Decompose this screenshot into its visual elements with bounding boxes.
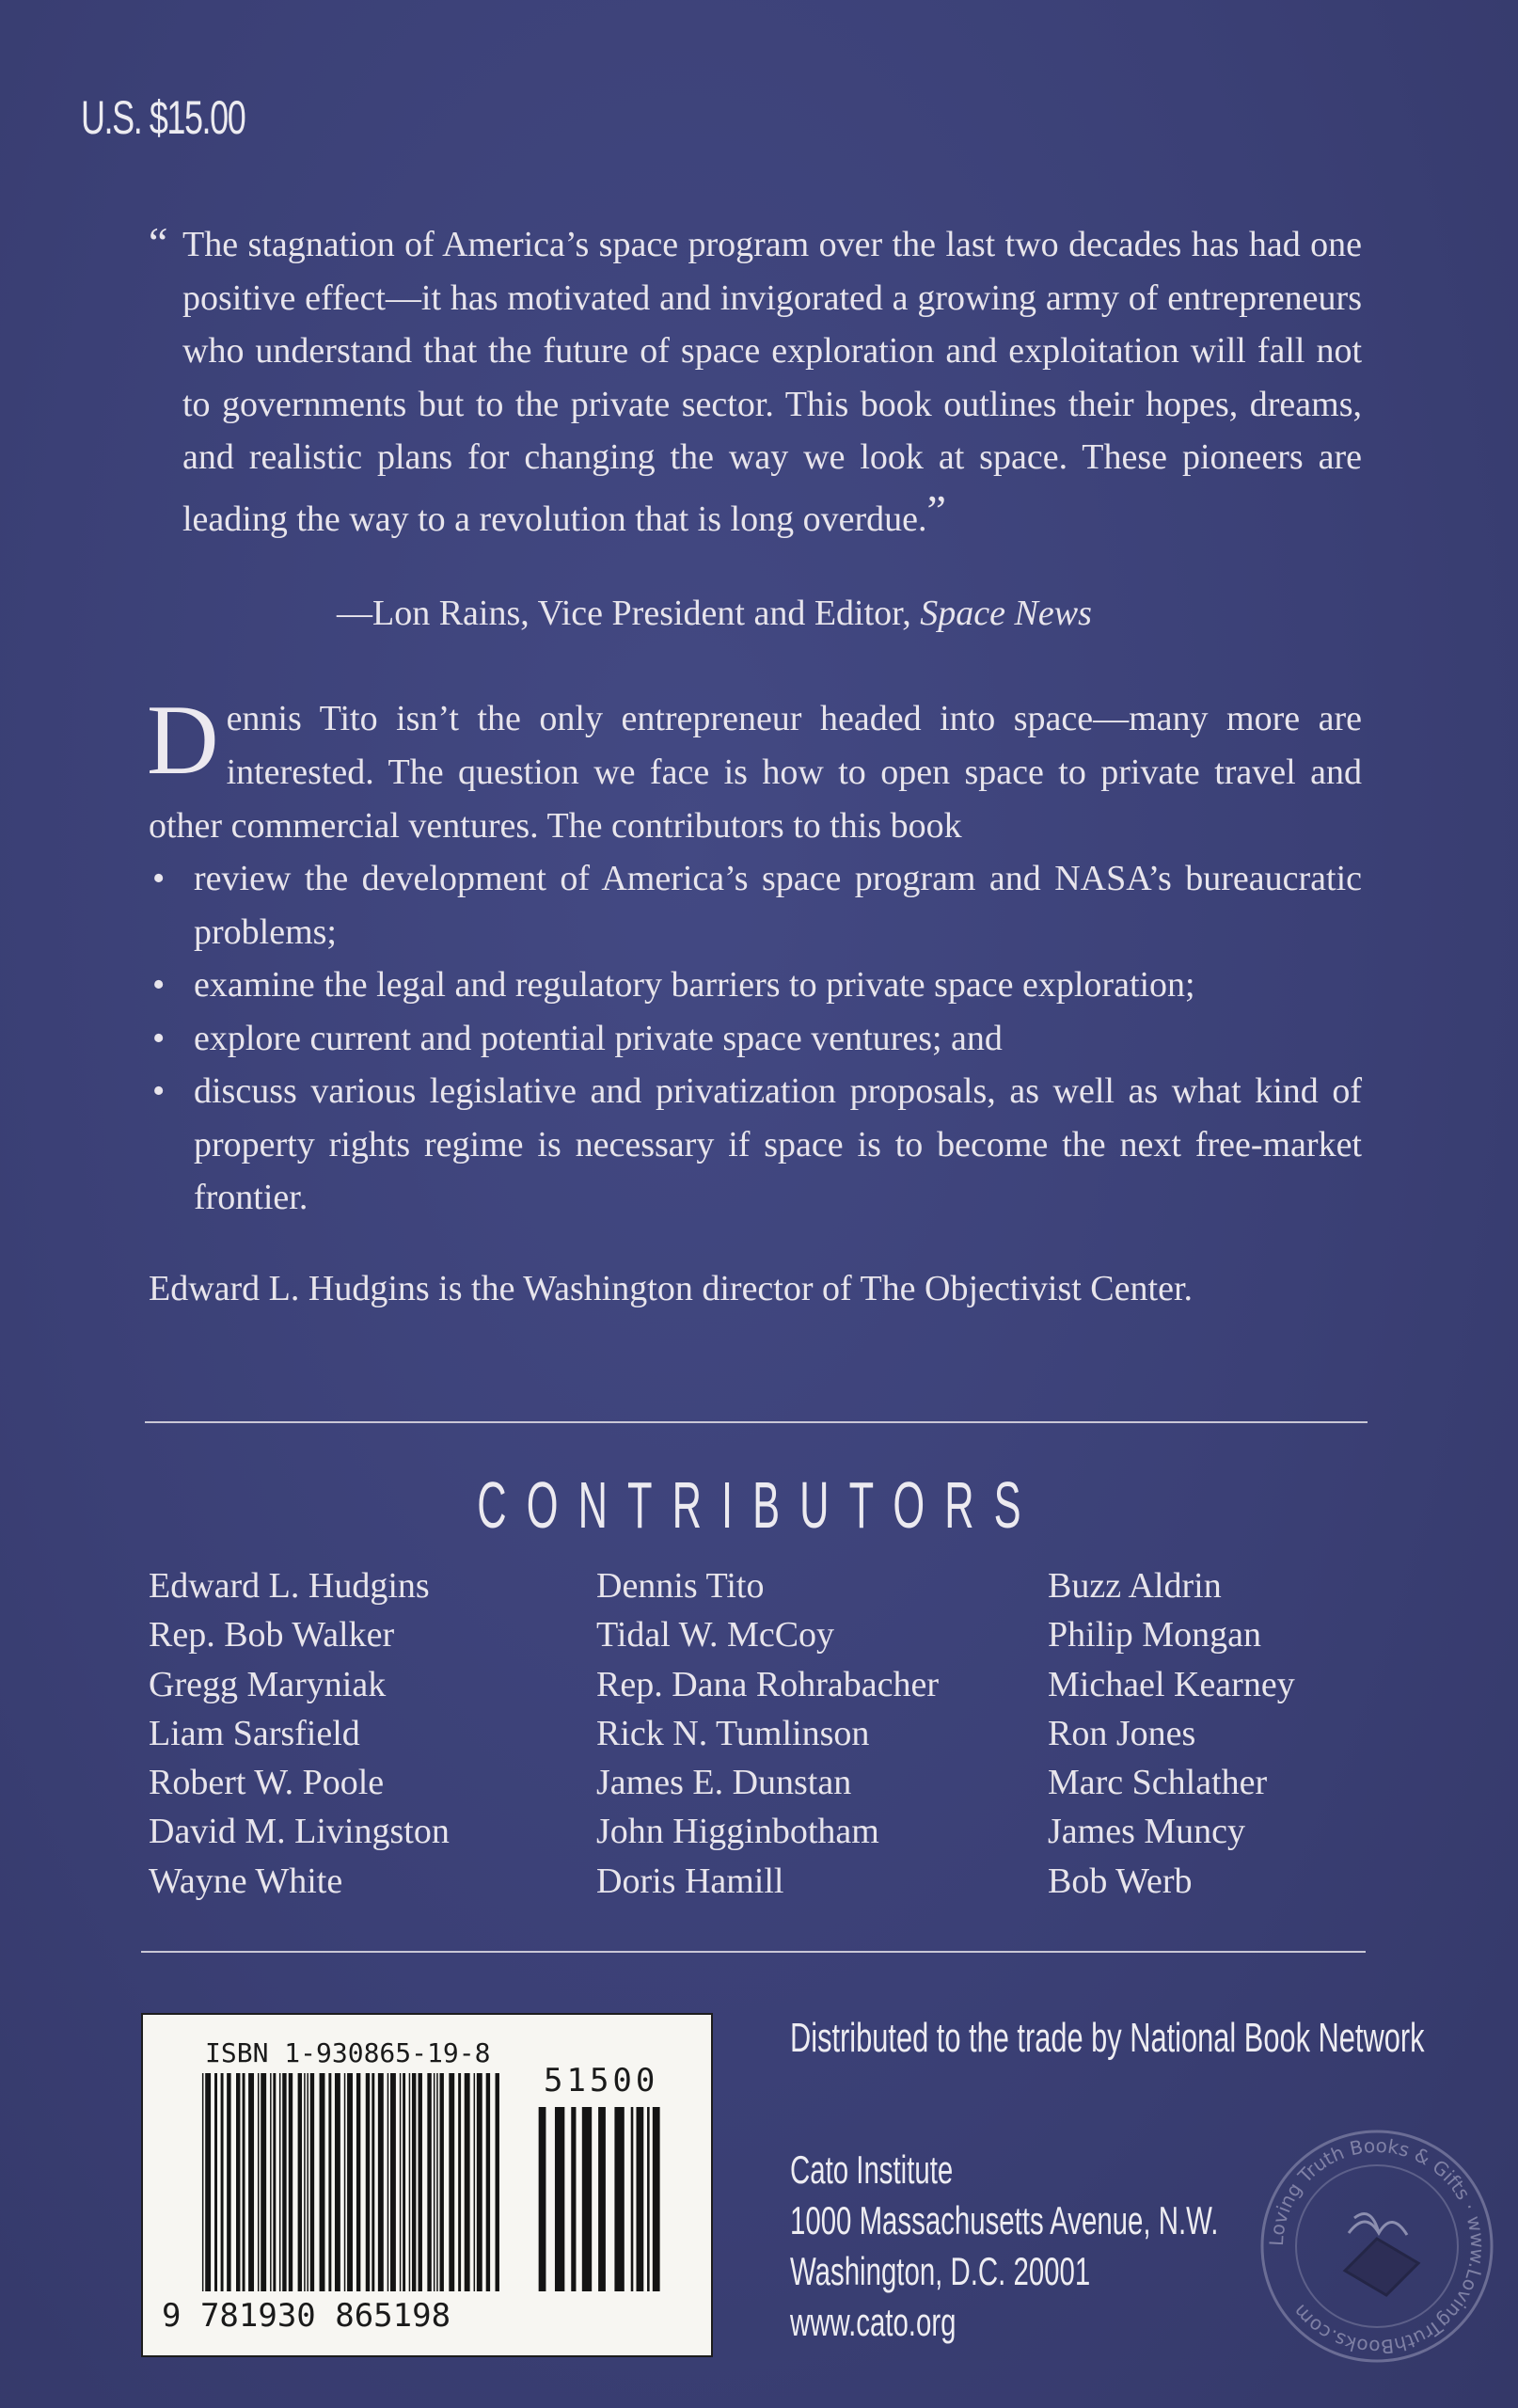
barcode-bar [344, 2073, 346, 2291]
contributor-name: Marc Schlather [1048, 1763, 1268, 1803]
contributors-column-2 [596, 1561, 939, 1906]
publisher-name: Cato Institute [790, 2147, 954, 2192]
contributors-heading: CONTRIBUTORS [477, 1468, 1041, 1542]
barcode-bar [310, 2073, 314, 2291]
barcode-bar [403, 2073, 405, 2291]
barcode-bar [270, 2073, 272, 2291]
barcode-bar [214, 2073, 217, 2291]
barcode-bar [598, 2107, 606, 2291]
barcode-bar [307, 2073, 308, 2291]
contributor-name: Buzz Aldrin [1048, 1566, 1222, 1606]
barcode-bar [614, 2107, 624, 2291]
barcode-bar [227, 2073, 230, 2291]
barcode-bar [258, 2073, 260, 2291]
barcode-bar [335, 2073, 340, 2291]
contributor-name: David M. Livingston [149, 1812, 450, 1852]
intro-paragraph [147, 685, 1362, 853]
barcode-bar [390, 2073, 396, 2291]
isbn-text: ISBN 1-930865-19-8 [205, 2037, 491, 2068]
website: www.cato.org [790, 2300, 957, 2344]
contributor-name: Rick N. Tumlinson [596, 1713, 870, 1753]
barcode-bar [436, 2073, 438, 2291]
barcode-bar [631, 2107, 634, 2291]
contributor-name: Dennis Tito [596, 1566, 765, 1606]
distribution-note: Distributed to the trade by National Book Network [790, 2015, 1425, 2061]
contributor-name: Doris Hamill [596, 1861, 784, 1901]
open-quote-mark: “ [149, 218, 168, 266]
author-bio: Edward L. Hudgins is the Washington director of The Objectivist Center. [149, 1269, 1193, 1308]
barcode-bar [571, 2107, 576, 2291]
contents-list [149, 852, 1362, 1225]
contributor-name: Gregg Maryniak [149, 1664, 387, 1704]
barcode-bar [555, 2107, 564, 2291]
list-item: • explore current and potential private space ventures; and [149, 1012, 1362, 1066]
contributor-name: Bob Werb [1048, 1861, 1193, 1901]
barcode-bar [474, 2073, 476, 2291]
address-line-1: 1000 Massachusetts Avenue, N.W. [790, 2198, 1219, 2242]
price-addon-barcode [530, 2107, 672, 2291]
barcode-bar [243, 2073, 245, 2291]
barcode-bar [582, 2107, 592, 2291]
publisher-address [790, 2145, 1218, 2348]
close-quote-mark: ” [926, 485, 946, 534]
contributor-name: Rep. Bob Walker [149, 1615, 395, 1656]
barcode-bar [347, 2073, 353, 2291]
quote-attribution [337, 593, 1092, 634]
contributors-column-3 [1048, 1561, 1295, 1906]
barcode-bar [236, 2073, 240, 2291]
attribution-text: —Lon Rains, Vice President and Editor, [337, 594, 921, 633]
barcode-bar [458, 2073, 461, 2291]
contributor-name: James Muncy [1048, 1812, 1246, 1852]
barcode-bar [449, 2073, 454, 2291]
barcode-bar [289, 2073, 293, 2291]
barcode-bar [477, 2073, 482, 2291]
list-item: • examine the legal and regulatory barriers to private space exploration; [149, 958, 1362, 1012]
list-item: • discuss various legislative and privatization proposals, as well as what kind of property rights regime is necessary if space is to become the next free-market frontier. [149, 1065, 1362, 1225]
drop-cap: D [147, 685, 219, 795]
contributor-name: James E. Dunstan [596, 1763, 852, 1803]
barcode-bar [366, 2073, 370, 2291]
ean-barcode [198, 2073, 506, 2291]
barcode-bar [328, 2073, 331, 2291]
publication-name: Space News [920, 594, 1092, 633]
barcode-bar [419, 2073, 422, 2291]
barcode-bar [387, 2073, 389, 2291]
barcode-bar [400, 2073, 402, 2291]
intro-text: ennis Tito isn’t the only entrepreneur headed into space—many more are interested. The question we face is how to open space to private travel and other commercial ventures. The contributors to this book [149, 699, 1362, 846]
barcode-bar [539, 2107, 546, 2291]
contributor-name: Wayne White [149, 1861, 343, 1901]
barcode-bar [304, 2073, 306, 2291]
barcode-bar [320, 2073, 325, 2291]
contributors-column-1 [149, 1561, 450, 1906]
barcode-bar [637, 2107, 644, 2291]
contributor-name: Ron Jones [1048, 1713, 1196, 1753]
ean-digits: 9 781930 865198 [162, 2297, 451, 2335]
price-code: 51500 [544, 2062, 659, 2099]
barcode-bar [205, 2073, 211, 2291]
contributor-name: Philip Mongan [1048, 1615, 1261, 1656]
barcode-bar [221, 2073, 224, 2291]
contributor-name: Liam Sarsfield [149, 1713, 360, 1753]
barcode-bar [248, 2073, 254, 2291]
barcode-bar [496, 2073, 499, 2291]
barcode-bar [409, 2073, 411, 2291]
divider [141, 1951, 1366, 1953]
barcode-bar [412, 2073, 416, 2291]
contributor-name: Robert W. Poole [149, 1763, 385, 1803]
barcode-bar [261, 2073, 266, 2291]
gift-book-icon [1345, 2214, 1418, 2295]
barcode-bar [298, 2073, 302, 2291]
contributor-name: Rep. Dana Rohrabacher [596, 1664, 940, 1704]
stamp-text: Loving Truth Books & Gifts · www.LovingTruthBooks.com [1264, 2133, 1490, 2359]
contributor-name: Tidal W. McCoy [596, 1615, 835, 1656]
list-item: • review the development of America’s space program and NASA’s bureaucratic problems; [149, 852, 1362, 958]
barcode-label [141, 2013, 713, 2357]
barcode-bar [378, 2073, 384, 2291]
barcode-bar [273, 2073, 276, 2291]
endorsement-quote [149, 218, 1362, 546]
contributor-name: Edward L. Hudgins [149, 1566, 430, 1606]
barcode-bar [439, 2073, 443, 2291]
barcode-bar [434, 2073, 435, 2291]
barcode-bar [653, 2107, 660, 2291]
contributor-name: John Higginbotham [596, 1812, 879, 1852]
barcode-bar [647, 2107, 650, 2291]
quote-text: The stagnation of America’s space program over the last two decades has had one positive effect—it has motivated and invigorated a growing army of entrepreneurs who understand that the future of space exploration and exploitation will fall not to governments but to the private sector. This book outlines their hopes, dreams, and realistic plans for changing the way we look at space. These pioneers are leading the way to a revolution that is long overdue. [182, 225, 1362, 539]
barcode-bar [202, 2073, 204, 2291]
divider [145, 1421, 1368, 1423]
contributor-name: Michael Kearney [1048, 1664, 1295, 1704]
barcode-bar [465, 2073, 470, 2291]
bookstore-stamp-logo [1258, 2128, 1495, 2365]
barcode-bar [282, 2073, 286, 2291]
barcode-bar [356, 2073, 360, 2291]
price-label: U.S. $15.00 [81, 91, 245, 144]
barcode-bar [279, 2073, 281, 2291]
address-line-2: Washington, D.C. 20001 [790, 2249, 1091, 2293]
barcode-bar [427, 2073, 431, 2291]
barcode-bar [486, 2073, 490, 2291]
barcode-bar [372, 2073, 374, 2291]
